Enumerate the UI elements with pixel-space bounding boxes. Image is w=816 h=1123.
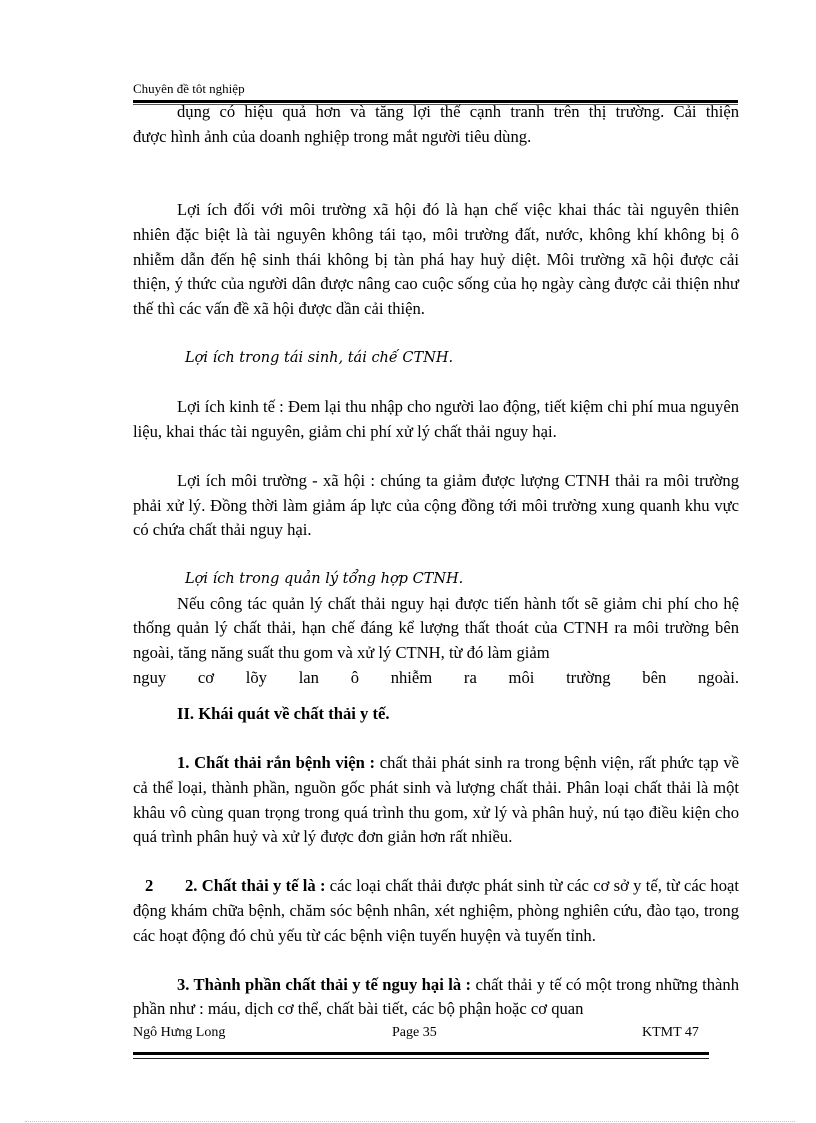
item-2-list-number: 2 <box>145 876 154 896</box>
paragraph-social-benefits: Lợi ích đối với môi trường xã hội đó là hạn chế việc khai thác tài nguyên thiên nhiên đặc biệt là tài nguyên không tái tạo, môi trường đất, nước, không khí không bị ô nhiễm dẫn đến hệ sinh thái không bị tàn phá hay huỷ diệt. Môi trường xã hội được cải thiện, ý thức của người dân được nâng cao cuộc sống của họ ngày càng được cải thiện như thế thì các vấn đề xã hội được dần cải thiện. <box>133 200 739 318</box>
subheading-recycling-benefits: Lợi ích trong tái sinh, tái chế CTNH. <box>185 349 454 366</box>
item-2-definition: các loại chất thải được phát sinh từ các cơ sở y tế, từ các hoạt động khám chữa bệnh, chăm sóc bệnh nhân, xét nghiệm, phòng nghiên cứu, đào tạo, trong các hoạt động đó chủ yếu từ các bệnh viện tuyến huyện và tuyến tỉnh. <box>133 876 739 945</box>
running-header-title: Chuyên đề tôt nghiệp <box>133 81 245 96</box>
item-2-term: 2. Chất thải y tế là : <box>185 876 326 896</box>
footer-author: Ngô Hưng Long <box>133 1025 226 1040</box>
paragraph-continuation-line2: được hình ảnh của doanh nghiệp trong mắt người tiêu dùng. <box>133 126 532 146</box>
item-2-medical-waste <box>133 874 739 948</box>
item-1-definition: chất thải phát sinh ra trong bệnh viện, rất phức tạp về cả thể loại, thành phần, nguồn gốc phát sinh và lượng chất thải. Phân loại chất thải là một khâu vô cùng quan trọng trong quá trình thu gom, xử lý và phân huỷ, nú tạo điều kiện cho quá trình phân huỷ và xử lý được đơn giản hơn rất nhiều. <box>133 753 739 847</box>
item-3-hazardous-components <box>133 973 739 1022</box>
paragraph-economic-benefits: Lợi ích kinh tế : Đem lại thu nhập cho người lao động, tiết kiệm chi phí mua nguyên liệu, khai thác tài nguyên, giảm chi phí xử lý chất thải nguy hại. <box>133 397 739 441</box>
page-boundary <box>25 1121 795 1122</box>
item-3-term: 3. Thành phần chất thải y tế nguy hại là : <box>177 974 472 994</box>
footer-class-code: KTMT 47 <box>642 1025 699 1040</box>
paragraph-continuation-line1: dụng có hiệu quả hơn và tăng lợi thế cạnh tranh trên thị trường. Cải thiện <box>177 102 739 121</box>
paragraph-management-main: Nếu công tác quản lý chất thải nguy hại được tiến hành tốt sẽ giảm chi phí cho hệ thống quản lý chất thải, hạn chế đáng kể lượng thất thoát của CTNH ra môi trường bên ngoài, tăng năng suất thu gom và xử lý CTNH, từ đó làm giảm <box>133 593 739 663</box>
item-3-definition: chất thải y tế có một trong những thành phần như : máu, dịch cơ thể, chất bài tiết, các bộ phận hoặc cơ quan <box>133 974 739 1019</box>
subheading-management-benefits: Lợi ích trong quản lý tổng hợp CTNH. <box>185 571 464 588</box>
item-1-term: 1. Chất thải rắn bệnh viện : <box>177 753 376 773</box>
section-heading-medical-waste: II. Khái quát về chất thải y tế. <box>177 704 390 724</box>
footer-rule-thin <box>133 1058 709 1059</box>
footer-page-number: Page 35 <box>392 1025 437 1040</box>
page-body <box>133 100 739 1022</box>
paragraph-environment-benefits: Lợi ích môi trường - xã hội : chúng ta giảm được lượng CTNH thải ra môi trường phải xử lý. Đồng thời làm giảm áp lực của cộng đồng tới môi trường xung quanh khu vực có chứa chất thải nguy hại. <box>133 470 739 540</box>
paragraph-management-last-line: nguy cơ lõy lan ô nhiễm ra môi trường bên ngoài. <box>133 667 739 687</box>
footer-rule-thick <box>133 1052 709 1055</box>
item-1-hospital-solid-waste <box>133 751 739 849</box>
